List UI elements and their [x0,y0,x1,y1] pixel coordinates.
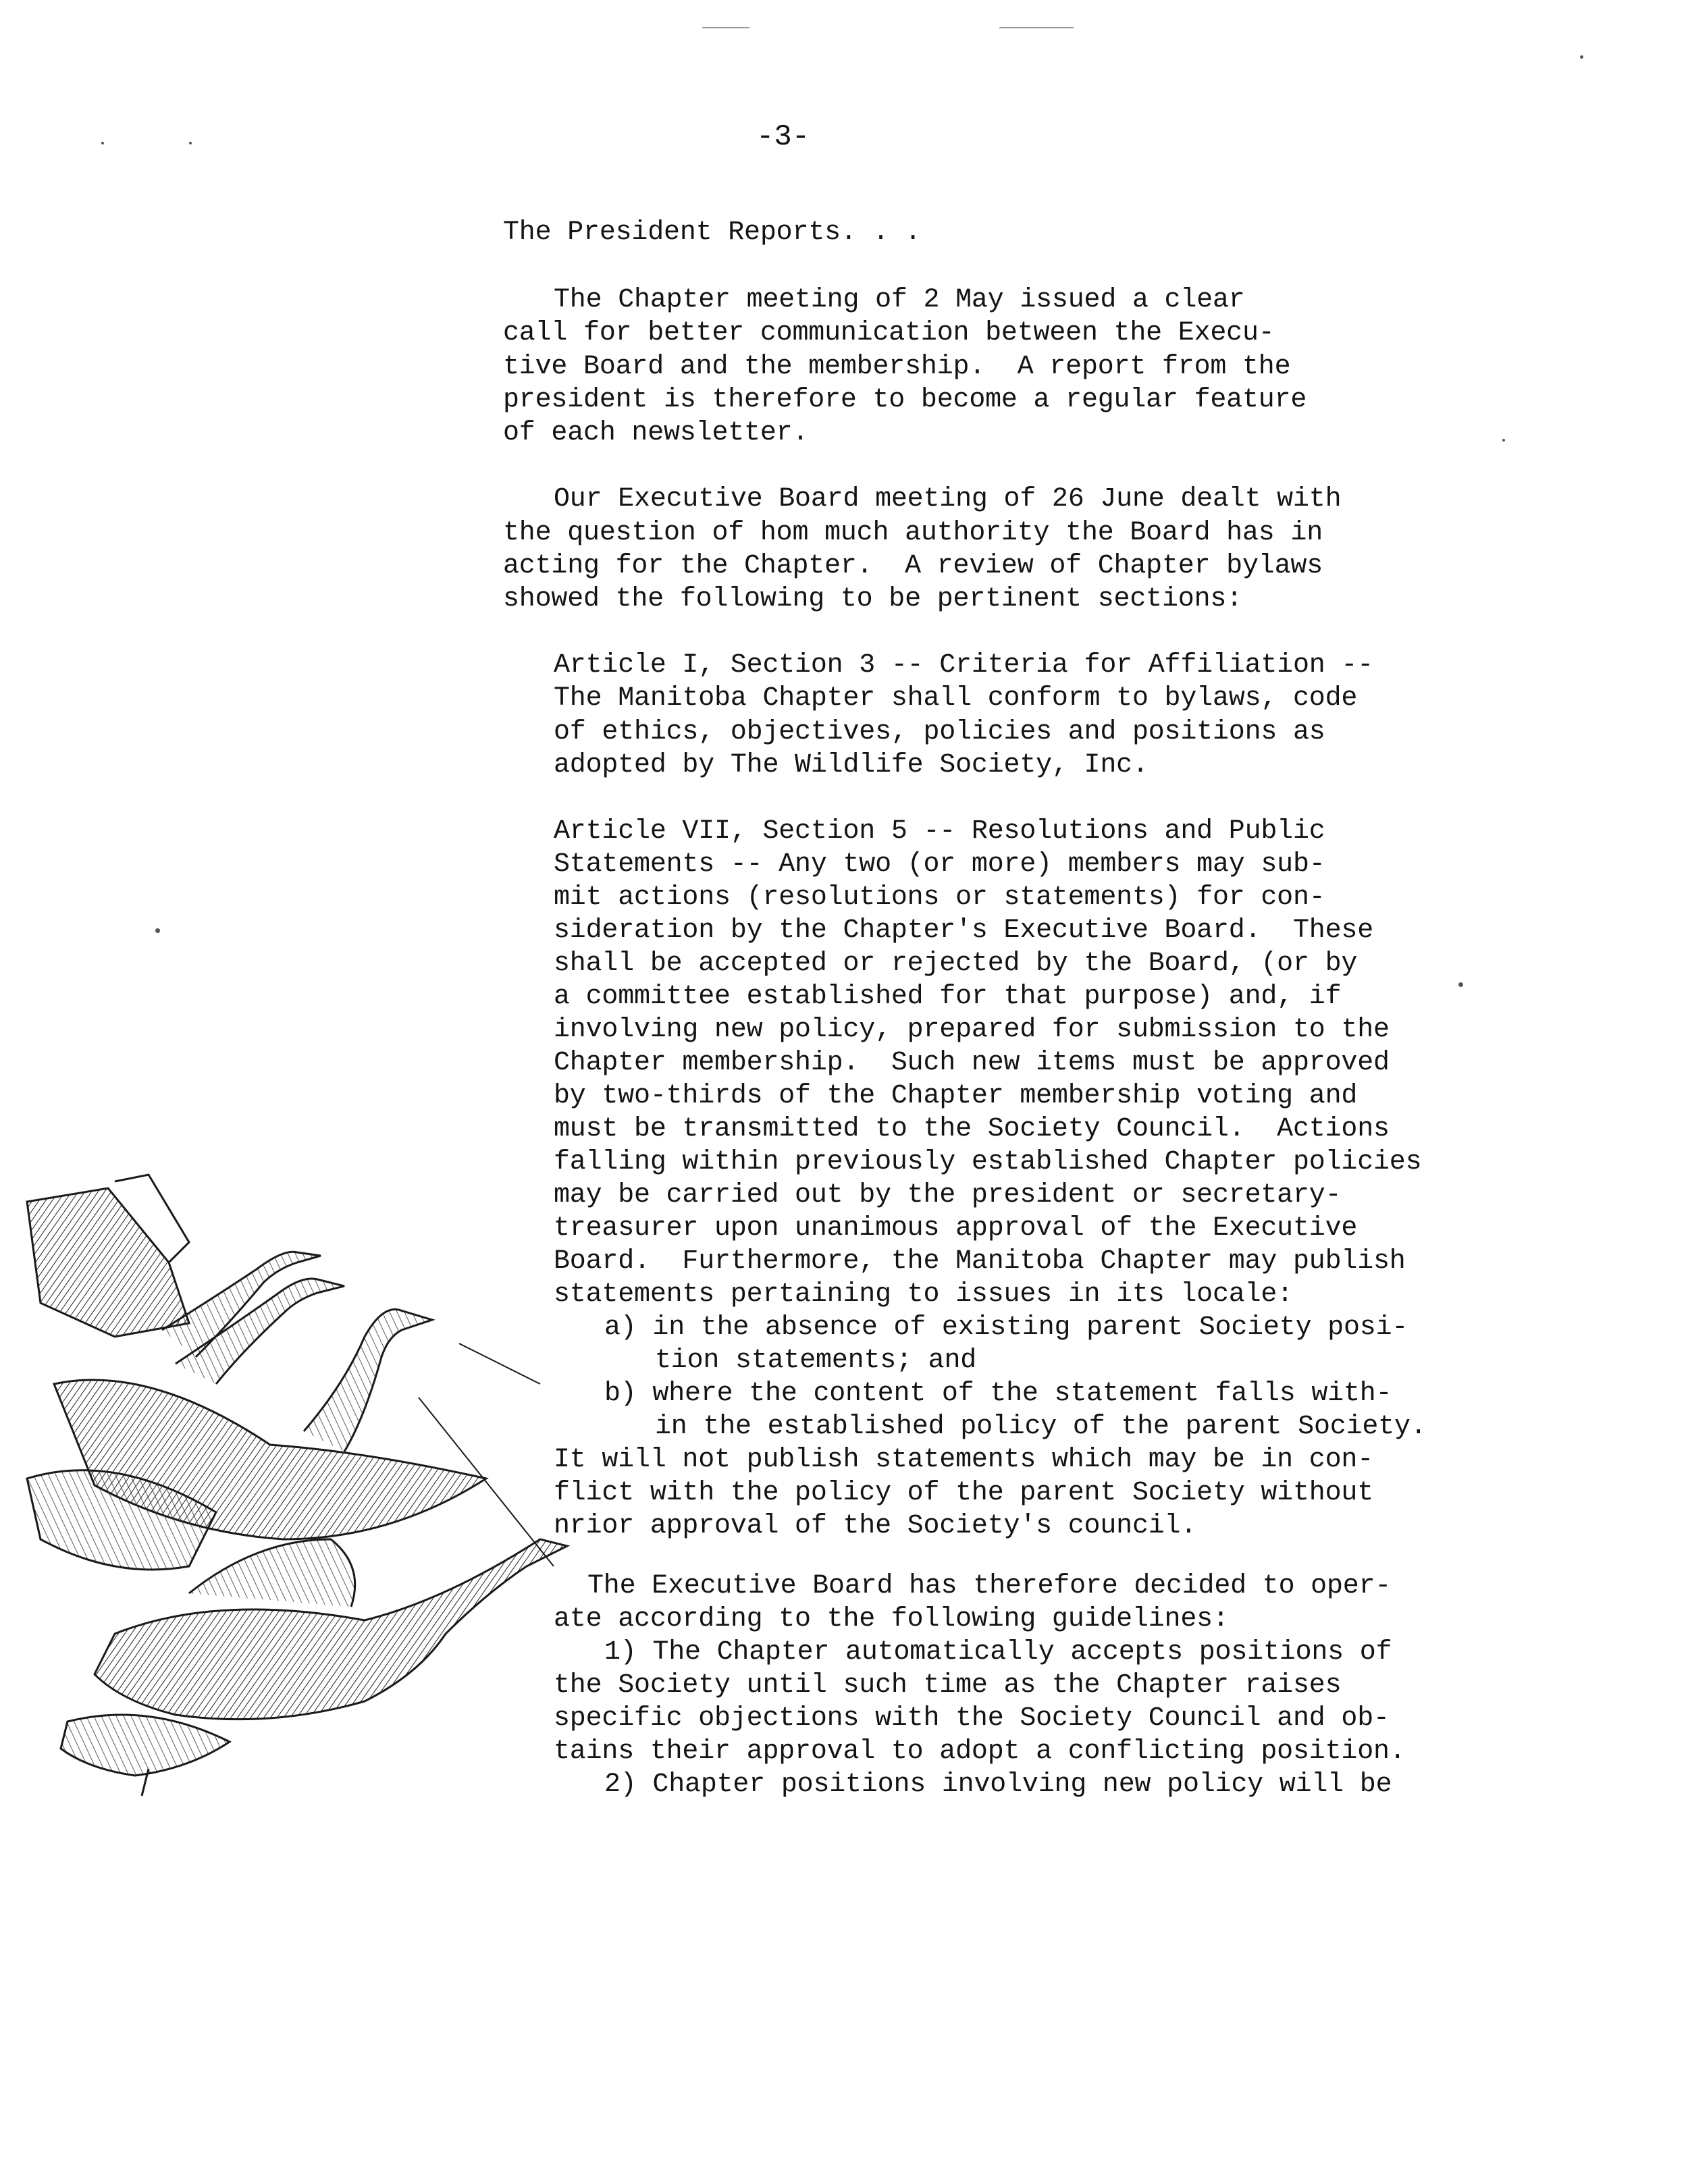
text-line: b) where the content of the statement falls with- [604,1379,1392,1409]
scan-mark [702,27,749,28]
text-line: may be carried out by the president or secretary- [554,1180,1342,1210]
text-line: The Chapter meeting of 2 May issued a clear [554,285,1245,315]
text-line: must be transmitted to the Society Council. Actions [554,1114,1390,1144]
text-line: showed the following to be pertinent sections: [503,584,1242,614]
scan-mark [999,27,1074,28]
text-line: Article I, Section 3 -- Criteria for Affiliation -- [554,650,1373,681]
text-line: ate according to the following guidelines: [554,1604,1229,1634]
text-line: tive Board and the membership. A report from the [503,352,1291,382]
text-line: acting for the Chapter. A review of Chapter bylaws [503,551,1323,581]
text-line: of each newsletter. [503,418,809,448]
text-line: The Manitoba Chapter shall conform to bylaws, code [554,683,1358,714]
text-line: Chapter membership. Such new items must be approved [554,1048,1390,1078]
text-line: The Executive Board has therefore decided to oper- [587,1571,1392,1601]
text-line: specific objections with the Society Council and ob- [554,1703,1390,1734]
scan-speck [1580,55,1583,59]
text-line: statements pertaining to issues in its locale: [554,1279,1293,1310]
geese-illustration [14,1161,581,1809]
text-line: Article VII, Section 5 -- Resolutions and Public [554,816,1325,847]
text-line: mit actions (resolutions or statements) for con- [554,882,1325,913]
text-line: Statements -- Any two (or more) members may sub- [554,849,1325,880]
text-line: involving new policy, prepared for submission to the [554,1015,1390,1045]
goose-upper-group [27,1175,567,1796]
text-line: 2) Chapter positions involving new policy will be [604,1769,1392,1800]
text-line: flict with the policy of the parent Society without [554,1478,1373,1508]
text-line: sideration by the Chapter's Executive Board. These [554,915,1373,946]
text-line: a committee established for that purpose) and, if [554,982,1342,1012]
text-line: by two-thirds of the Chapter membership voting and [554,1081,1358,1111]
text-line: tains their approval to adopt a conflicting position. [554,1736,1406,1767]
text-line: adopted by The Wildlife Society, Inc. [554,750,1149,780]
text-line: shall be accepted or rejected by the Board, (or by [554,949,1358,979]
section-heading: The President Reports. . . [503,217,921,248]
text-line: in the established policy of the parent Society. [655,1412,1427,1442]
text-line: 1) The Chapter automatically accepts positions of [604,1637,1392,1668]
scan-speck [101,142,104,144]
text-line: Our Executive Board meeting of 26 June dealt with [554,484,1342,514]
scan-speck [189,142,192,144]
scan-speck [1502,439,1505,442]
text-line: call for better communication between the Execu- [503,318,1275,348]
text-line: treasurer upon unanimous approval of the Executive [554,1213,1358,1244]
text-line: nrior approval of the Society's council. [554,1511,1197,1541]
text-line: a) in the absence of existing parent Society posi- [604,1312,1408,1343]
text-line: the question of hom much authority the Board has in [503,518,1323,548]
text-line: the Society until such time as the Chapter raises [554,1670,1342,1701]
text-line: Board. Furthermore, the Manitoba Chapter may publish [554,1246,1406,1277]
text-line: tion statements; and [655,1346,977,1376]
scan-speck [155,928,160,933]
page-number: -3- [756,120,810,154]
scan-speck [1458,982,1463,987]
text-line: It will not publish statements which may be in con- [554,1445,1373,1475]
text-line: of ethics, objectives, policies and positions as [554,717,1325,747]
text-line: falling within previously established Chapter policies [554,1147,1422,1177]
text-line: president is therefore to become a regular feature [503,385,1307,415]
